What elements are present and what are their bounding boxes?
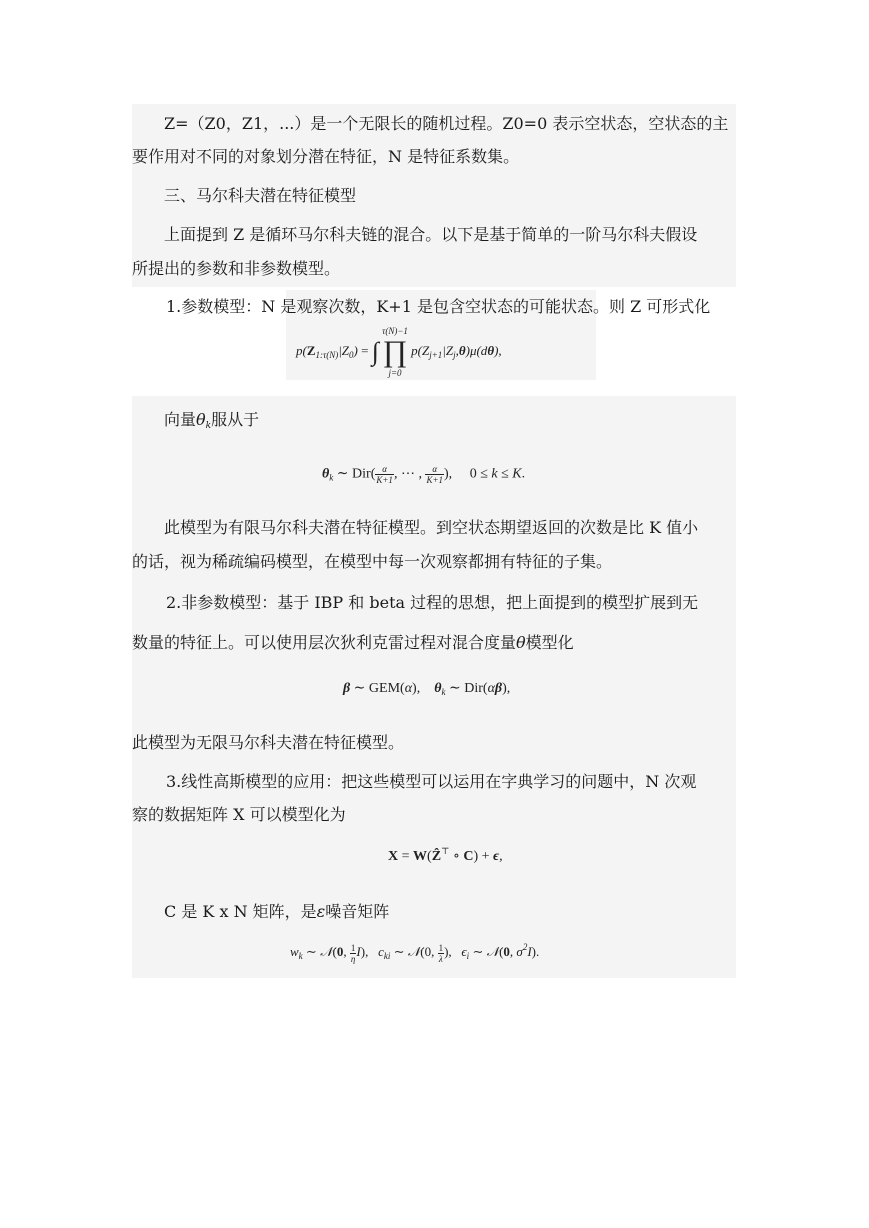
paragraph-2-line-2: 所提出的参数和非参数模型。 xyxy=(132,259,341,278)
equation-joint-probability: $p(Z_{1:\tau(N)}|Z_0)$ = ∫ τ(N)−1 ∏ j=0 $p(Z_{j+1}|Z_j,\theta)\mu(d\theta)$, xyxy=(296,326,502,378)
item-1-text: 1.参数模型：N 是观察次数，K+1 是包含空状态的可能状态。则 Z 可形式化 xyxy=(166,297,711,316)
vector-theta-after: 服从于 xyxy=(211,410,260,429)
vector-theta-before: 向量 xyxy=(164,410,197,429)
item-3-line-1: 3.线性高斯模型的应用：把这些模型可以运用在字典学习的问题中，N 次观 xyxy=(166,772,697,791)
theta-symbol: θ xyxy=(516,633,526,652)
item-2-line-1: 2.非参数模型：基于 IBP 和 beta 过程的思想，把上面提到的模型扩展到无 xyxy=(166,593,699,612)
c-matrix-line: C 是 K x N 矩阵，是ε噪音矩阵 xyxy=(164,902,390,921)
paragraph-1-line-1: Z=（Z0，Z1，...）是一个无限长的随机过程。Z0=0 表示空状态，空状态的主 xyxy=(164,114,729,133)
paragraph-3-line-2: 的话，视为稀疏编码模型，在模型中每一次观察都拥有特征的子集。 xyxy=(132,552,613,571)
epsilon-symbol: ε xyxy=(316,902,326,921)
equation-dirichlet-prior: $\theta_k$ ∼ Dir( $\frac{\alpha}{K+1}$ , ⋯ , $\frac{\alpha}{K+1}$ ), 0 ≤ k ≤ K. xyxy=(322,464,526,485)
item-3-line-2: 察的数据矩阵 X 可以模型化为 xyxy=(132,805,346,824)
equation-linear-gaussian: X = W(Ẑ⊤ ∘ C) + ϵ, xyxy=(388,846,503,864)
paragraph-4: 此模型为无限马尔科夫潜在特征模型。 xyxy=(132,733,405,752)
section-heading: 三、马尔科夫潜在特征模型 xyxy=(164,186,357,205)
vector-theta-line xyxy=(164,410,259,436)
paragraph-3-line-1: 此模型为有限马尔科夫潜在特征模型。到空状态期望返回的次数是比 K 值小 xyxy=(164,518,699,537)
equation-gem-prior: β ∼ GEM(α), $\theta_k$ ∼ Dir(αβ), xyxy=(343,681,511,697)
paragraph-2-line-1: 上面提到 Z 是循环马尔科夫链的混合。以下是基于简单的一阶马尔科夫假设 xyxy=(164,225,698,244)
paragraph-1-line-2: 要作用对不同的对象划分潜在特征，N 是特征系数集。 xyxy=(132,147,520,166)
item-2-line-2: 数量的特征上。可以使用层次狄利克雷过程对混合度量θ模型化 xyxy=(132,633,574,652)
equation-gaussian-priors: $w_k$ ∼ 𝒩(0, $\frac{1}{\eta}$ I), $c_{ki}$ ∼ 𝒩(0, $\frac{1}{\lambda}$ ), $\epsilon_i$ ∼ 𝒩(0, $\sigma^2I$). xyxy=(290,942,540,964)
theta-k-symbol: $\theta_k$ xyxy=(196,410,212,431)
